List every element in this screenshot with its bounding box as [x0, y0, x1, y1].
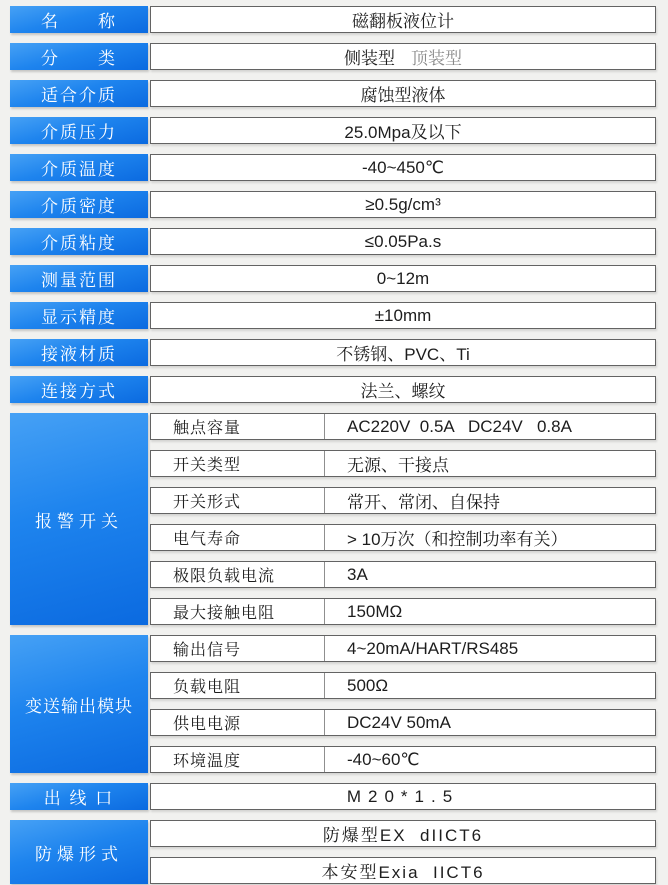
row-value-accuracy: ±10mm — [150, 302, 656, 329]
table-row — [10, 228, 656, 255]
alarm-switch-section — [10, 413, 656, 625]
table-row — [10, 265, 656, 292]
table-row — [150, 598, 656, 625]
table-row — [150, 672, 656, 699]
alarm-switch-type-value: 无源、干接点 — [347, 456, 449, 475]
row-value-name: 磁翻板液位计 — [150, 6, 656, 33]
row-value-viscosity: ≤0.05Pa.s — [150, 228, 656, 255]
table-row — [10, 6, 656, 33]
row-label-category: 分 类 — [10, 43, 148, 70]
alarm-switch-form-label: 开关形式 — [151, 488, 325, 513]
table-row — [10, 43, 656, 70]
row-value-medium: 腐蚀型液体 — [150, 80, 656, 107]
row-value-range: 0~12m — [150, 265, 656, 292]
row-label-medium: 适合介质 — [10, 80, 148, 107]
table-row — [10, 302, 656, 329]
table-row — [10, 191, 656, 218]
transmitter-power-supply-label: 供电电源 — [151, 710, 325, 735]
row-label-pressure: 介质压力 — [10, 117, 148, 144]
exproof-section-label: 防爆形式 — [10, 820, 148, 884]
alarm-max-resistance-label: 最大接触电阻 — [151, 599, 325, 624]
table-row — [150, 487, 656, 514]
transmitter-section — [10, 635, 656, 773]
table-row — [150, 709, 656, 736]
alarm-contact-capacity-label: 触点容量 — [151, 414, 325, 439]
category-secondary: 顶装型 — [411, 49, 462, 68]
transmitter-load-resistance-label: 负载电阻 — [151, 673, 325, 698]
row-label-name: 名 称 — [10, 6, 148, 33]
table-row — [10, 339, 656, 366]
row-value-connection: 法兰、螺纹 — [150, 376, 656, 403]
table-row — [150, 450, 656, 477]
transmitter-section-label: 变送输出模块 — [10, 635, 148, 773]
alarm-contact-capacity-value: AC220V 0.5A DC24V 0.8A — [347, 416, 572, 436]
row-label-temperature: 介质温度 — [10, 154, 148, 181]
row-value-pressure: 25.0Mpa及以下 — [150, 117, 656, 144]
table-row — [10, 80, 656, 107]
row-value-wetted-material: 不锈钢、PVC、Ti — [150, 339, 656, 366]
row-value-temperature: -40~450℃ — [150, 154, 656, 181]
transmitter-section-rows — [150, 635, 656, 773]
row-value-outlet: M20*1.5 — [150, 783, 656, 810]
alarm-section-rows — [150, 413, 656, 625]
alarm-limit-current-value: 3A — [347, 564, 368, 584]
category-primary: 侧装型 — [344, 49, 395, 68]
row-label-wetted-material: 接液材质 — [10, 339, 148, 366]
table-row — [150, 561, 656, 588]
table-row — [10, 154, 656, 181]
exproof-intrinsic-safe-value: 本安型Exia IICT6 — [321, 863, 485, 882]
table-row — [10, 117, 656, 144]
table-row — [150, 820, 656, 847]
row-value-category — [150, 43, 656, 70]
table-row — [10, 783, 656, 810]
row-label-connection: 连接方式 — [10, 376, 148, 403]
row-label-range: 测量范围 — [10, 265, 148, 292]
alarm-electrical-life-value: > 10万次（和控制功率有关） — [347, 530, 568, 549]
alarm-electrical-life-label: 电气寿命 — [151, 525, 325, 550]
row-label-density: 介质密度 — [10, 191, 148, 218]
exproof-section — [10, 820, 656, 884]
table-row — [150, 413, 656, 440]
table-row — [10, 376, 656, 403]
transmitter-power-supply-value: DC24V 50mA — [347, 712, 451, 732]
row-label-accuracy: 显示精度 — [10, 302, 148, 329]
row-value-density: ≥0.5g/cm³ — [150, 191, 656, 218]
alarm-switch-form-value: 常开、常闭、自保持 — [347, 493, 500, 512]
table-row — [150, 635, 656, 662]
row-label-viscosity: 介质粘度 — [10, 228, 148, 255]
table-row — [150, 524, 656, 551]
exproof-section-rows — [150, 820, 656, 884]
row-label-outlet: 出 线 口 — [10, 783, 148, 810]
transmitter-load-resistance-value: 500Ω — [347, 675, 389, 695]
table-row — [150, 746, 656, 773]
exproof-flameproof-value: 防爆型EX dIICT6 — [322, 826, 484, 845]
transmitter-output-signal-label: 输出信号 — [151, 636, 325, 661]
alarm-max-resistance-value: 150MΩ — [347, 601, 403, 621]
alarm-switch-type-label: 开关类型 — [151, 451, 325, 476]
transmitter-output-signal-value: 4~20mA/HART/RS485 — [347, 638, 519, 658]
transmitter-ambient-temp-value: -40~60℃ — [347, 749, 420, 769]
alarm-section-label: 报警开关 — [10, 413, 148, 625]
transmitter-ambient-temp-label: 环境温度 — [151, 747, 325, 772]
alarm-limit-current-label: 极限负载电流 — [151, 562, 325, 587]
table-row — [150, 857, 656, 884]
